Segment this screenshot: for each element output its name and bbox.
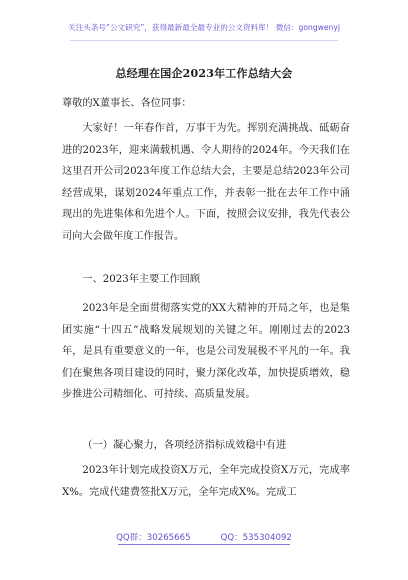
paragraph-work-review: 2023年是全面贯彻落实党的XX大精神的开局之年，也是集团实施“十四五”战略发展规划的关键之年。刚刚过去的2023年，是具有重要意义的一年，也是公司发展极不平凡的一年。我们在聚焦各项目建设的同时，聚力深化改革，加快提质增效，稳步推进公司精细化、可持续、高质量发展。 <box>62 303 350 400</box>
paragraph-economic-clip <box>62 460 362 504</box>
paragraph-intro: 大家好！一年春作首，万事干为先。挥别充满挑战、砥砺奋进的2023年，迎来满载机遇、令人期待的2024年。今天我们在这里召开公司2023年度工作总结大会，主要是总结2023年公司经营成果，谋划2024年重点工作，并表彰一批在去年工作中涌现出的先进集体和先进个人。下面，按照会议安排，我先代表公司向大会做年度工作报告。 <box>62 123 350 242</box>
footer-divider <box>118 544 290 545</box>
header-banner: 关注头条号“公文研究”，获得最新最全最专业的公文资料库！ 微信：gongwenyj <box>68 23 340 32</box>
section-heading-work-review: 一、2023年主要工作回顾 <box>82 274 201 285</box>
salutation: 尊敬的X董事长、各位同事： <box>62 98 192 109</box>
document-title: 总经理在国企2023年工作总结大会 <box>115 67 293 80</box>
paragraph-economic-indicators: 2023年计划完成投资X万元，全年完成投资X万元，完成率X%。完成代建费签批X万元，全年完成X%。完成工 <box>62 465 350 498</box>
header-divider <box>70 40 338 41</box>
footer-qq-group: QQ群：30265665 <box>116 533 191 543</box>
footer-qq: QQ：535304092 <box>220 533 292 543</box>
subsection-heading-economic-indicators: （一）凝心聚力，各项经济指标成效稳中有进 <box>82 440 287 451</box>
footer-contact <box>0 531 408 543</box>
